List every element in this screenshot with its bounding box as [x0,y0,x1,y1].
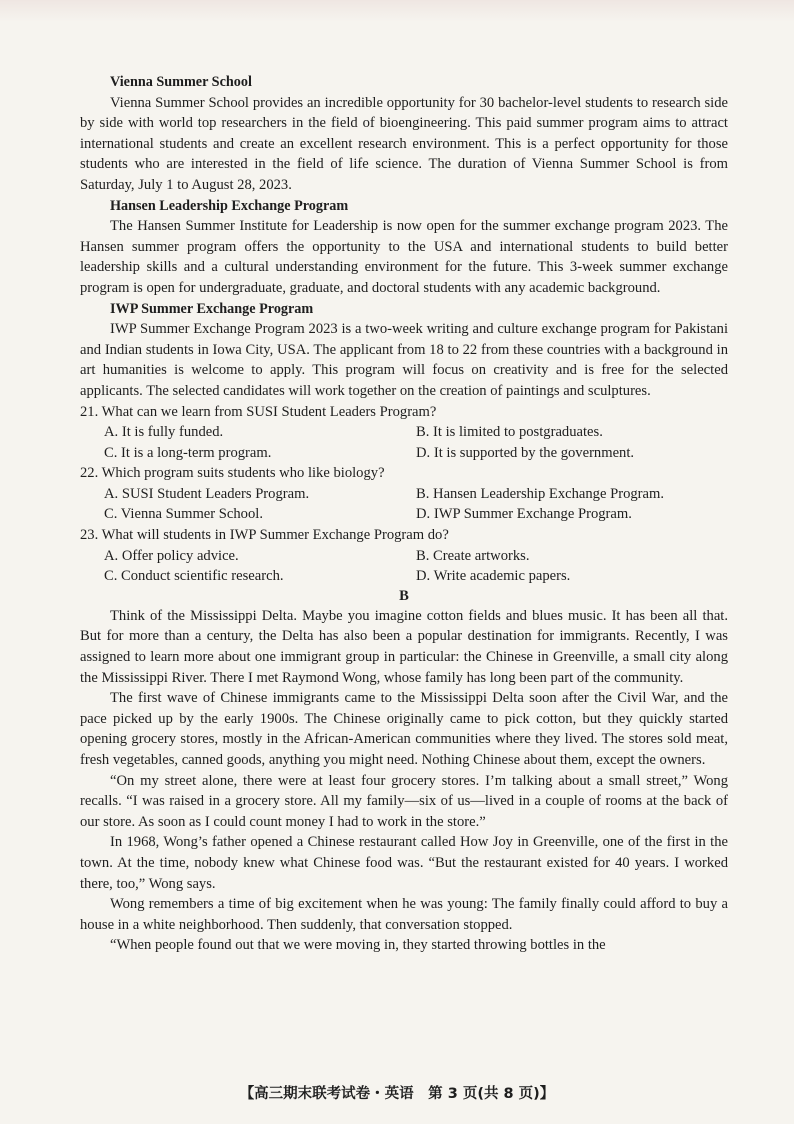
passage-paragraph: “When people found out that we were moving in, they started throwing bottles in the [110,937,606,954]
section-title: IWP Summer Exchange Program [110,300,314,317]
exam-page [80,72,728,956]
section-body: Vienna Summer School provides an incredible opportunity for 30 bachelor-level students to research side by side with world top researchers in the field of bioengineering. This paid summer program aims to attract international students and create an excellent research environment. This is a perfect opportunity for those students who are interested in the field of life science. The duration of Vienna Summer School is from Saturday, July 1 to August 28, 2023. [80,94,728,193]
section-vienna [80,72,728,196]
section-body: IWP Summer Exchange Program 2023 is a two-week writing and culture exchange program for Pakistani and Indian students in Iowa City, USA. The applicant from 18 to 22 from these countries with a background in art humanities is welcome to apply. This program will focus on creativity and is free for the selected applicants. The selected candidates will work together on the creation of paintings and sculptures. [80,321,728,399]
passage-paragraph: The first wave of Chinese immigrants came to the Mississippi Delta soon after the Civil War, and the pace picked up by the early 1900s. The Chinese originally came to pick cotton, but they quickly started opening grocery stores, mostly in the African-American communities where they lived. The stores sold meat, fresh vegetables, canned goods, anything you might need. Nothing Chinese about them, except the owners. [80,690,728,768]
passage-b-label: B [399,587,409,604]
option-c: C. Conduct scientific research. [104,568,284,585]
options-grid [80,422,728,463]
passage-paragraph: “On my street alone, there were at least four grocery stores. I’m talking about a small street,” Wong recalls. “I was raised in a grocery store. All my family—six of us—lived in a couple of rooms at the back of our store. As soon as I could count money I had to work in the store.” [80,772,728,830]
option-d: D. It is supported by the government. [416,444,635,461]
page-footer: 【高三期末联考试卷・英语 第 3 页(共 8 页)】 [239,1086,555,1102]
question-22 [80,463,728,525]
section-title: Vienna Summer School [110,74,252,90]
scan-top-edge [0,0,794,22]
section-iwp [80,299,728,402]
question-stem: 23. What will students in IWP Summer Exchange Program do? [80,527,449,544]
option-a: A. SUSI Student Leaders Program. [104,485,310,502]
option-b: B. It is limited to postgraduates. [416,424,603,441]
option-a: A. Offer policy advice. [104,547,239,564]
section-hansen [80,196,728,299]
section-title: Hansen Leadership Exchange Program [110,197,349,214]
passage-paragraph: In 1968, Wong’s father opened a Chinese restaurant called How Joy in Greenville, one of the first in the town. At the time, nobody knew what Chinese food was. “But the restaurant existed for 40 years. I worked there, too,” Wong says. [80,834,728,892]
question-23 [80,525,728,587]
passage-b [80,606,728,956]
passage-paragraph: Wong remembers a time of big excitement when he was young: The family finally could afford to buy a house in a white neighborhood. Then suddenly, that conversation stopped. [80,896,728,933]
option-d: D. Write academic papers. [416,568,571,585]
option-c: C. It is a long-term program. [104,444,272,461]
option-d: D. IWP Summer Exchange Program. [416,506,632,523]
option-c: C. Vienna Summer School. [104,506,263,523]
options-grid [80,484,728,525]
option-b: B. Create artworks. [416,547,530,564]
option-a: A. It is fully funded. [104,424,224,441]
question-21 [80,402,728,464]
options-grid [80,546,728,587]
passage-paragraph: Think of the Mississippi Delta. Maybe you imagine cotton fields and blues music. It has been all that. But for more than a century, the Delta has also been a popular destination for immigrants. Recently, I was assigned to learn more about one immigrant group in particular: the Chinese in Greenville, a small city along the Mississippi River. There I met Raymond Wong, whose family has long been part of the community. [80,607,728,686]
question-stem: 22. Which program suits students who like biology? [80,465,385,482]
question-stem: 21. What can we learn from SUSI Student Leaders Program? [80,403,437,420]
section-body: The Hansen Summer Institute for Leadership is now open for the summer exchange program 2023. The Hansen summer program offers the opportunity to the USA and international students to build better leadership skills and a cultural understanding environment for the future. This 3-week summer exchange program is open for undergraduate, graduate, and doctoral students with any academic background. [80,218,728,296]
option-b: B. Hansen Leadership Exchange Program. [416,485,665,502]
